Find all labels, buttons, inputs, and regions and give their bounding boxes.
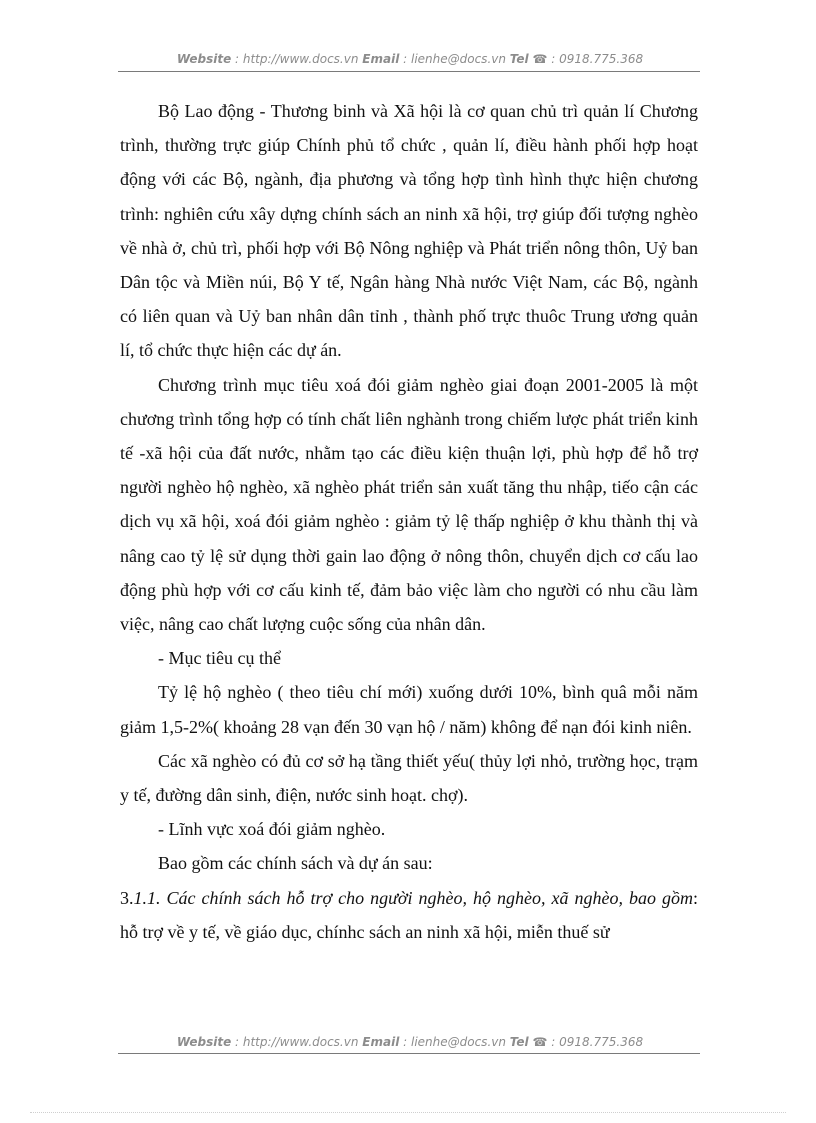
header-website-label: Website xyxy=(176,52,232,66)
section-3-1-1 xyxy=(120,881,698,949)
page-bottom-edge xyxy=(30,1112,786,1113)
header-email-label: Email xyxy=(362,52,400,66)
footer-email-label: Email xyxy=(362,1035,400,1049)
footer-tel-label: Tel xyxy=(509,1035,529,1049)
paragraph-1: Bộ Lao động - Thương binh và Xã hội là cơ quan chủ trì quản lí Chương trình, thường trực giúp Chính phủ tổ chức , quản lí, điều hành phối hợp hoạt động với các Bộ, ngành, địa phương và tổng hợp tình hình thực hiện chương trình: nghiên cứu xây dựng chính sách an ninh xã hội, trợ giúp đối tượng nghèo về nhà ở, chủ trì, phối hợp với Bộ Nông nghiệp và Phát triển nông thôn, Uỷ ban Dân tộc và Miền núi, Bộ Y tế, Ngân hàng Nhà nước Việt Nam, các Bộ, ngành có liên quan và Uỷ ban nhân dân tỉnh , thành phố trực thuôc Trung ương quản lí, tổ chức thực hiện các dự án. xyxy=(120,101,698,361)
phone-icon: ☎ xyxy=(532,52,548,66)
page-header xyxy=(120,52,700,66)
paragraph-5: Các xã nghèo có đủ cơ sở hạ tầng thiết yếu( thủy lợi nhỏ, trường học, trạm y tế, đường dân sinh, điện, nước sinh hoạt. chợ). xyxy=(120,750,698,806)
header-divider xyxy=(118,71,700,72)
document-body xyxy=(120,94,698,949)
page-footer xyxy=(120,1035,700,1049)
paragraph-4: Tỷ lệ hộ nghèo ( theo tiêu chí mới) xuống dưới 10%, bình quâ mỗi năm giảm 1,5-2%( khoảng 28 vạn đến 30 vạn hộ / năm) không để nạn đói kinh niên. xyxy=(120,682,698,737)
paragraph-3: - Mục tiêu cụ thể xyxy=(158,648,281,669)
footer-website-url[interactable]: : http://www.docs.vn xyxy=(231,1035,363,1049)
header-tel-label: Tel xyxy=(509,52,529,66)
footer-website-label: Website xyxy=(176,1035,232,1049)
footer-email[interactable]: : lienhe@docs.vn xyxy=(399,1035,510,1049)
header-email[interactable]: : lienhe@docs.vn xyxy=(399,52,510,66)
section-body: : hỗ trợ về y tế, về giáo dục, chínhc sách an ninh xã hội, miễn thuế sử xyxy=(120,887,698,942)
phone-icon: ☎ xyxy=(532,1035,548,1049)
section-number: 3. xyxy=(120,887,134,908)
section-heading: 1.1. Các chính sách hỗ trợ cho người nghèo, hộ nghèo, xã nghèo, bao gồm xyxy=(133,887,693,908)
paragraph-6: - Lĩnh vực xoá đói giảm nghèo. xyxy=(158,819,386,840)
header-website-url[interactable]: : http://www.docs.vn xyxy=(231,52,363,66)
paragraph-7: Bao gồm các chính sách và dự án sau: xyxy=(158,853,433,874)
footer-tel: : 0918.775.368 xyxy=(547,1035,644,1049)
paragraph-2: Chương trình mục tiêu xoá đói giảm nghèo giai đoạn 2001-2005 là một chương trình tổng hợp có tính chất liên nghành trong chiếm lược phát triển kinh tế -xã hội của đất nước, nhằm tạo các điều kiện thuận lợi, phù hợp để hỗ trợ người nghèo hộ nghèo, xã nghèo phát triển sản xuất tăng thu nhập, tiếo cận các dịch vụ xã hội, xoá đói giảm nghèo : giảm tỷ lệ thấp nghiệp ở khu thành thị và nâng cao tỷ lệ sử dụng thời gain lao động ở nông thôn, chuyển dịch cơ cấu lao động phù hợp với cơ cấu kinh tế, đảm bảo việc làm cho người có nhu cầu làm việc, nâng cao chất lượng cuộc sống của nhân dân. xyxy=(120,374,698,635)
header-tel: : 0918.775.368 xyxy=(547,52,644,66)
footer-divider xyxy=(118,1053,700,1054)
